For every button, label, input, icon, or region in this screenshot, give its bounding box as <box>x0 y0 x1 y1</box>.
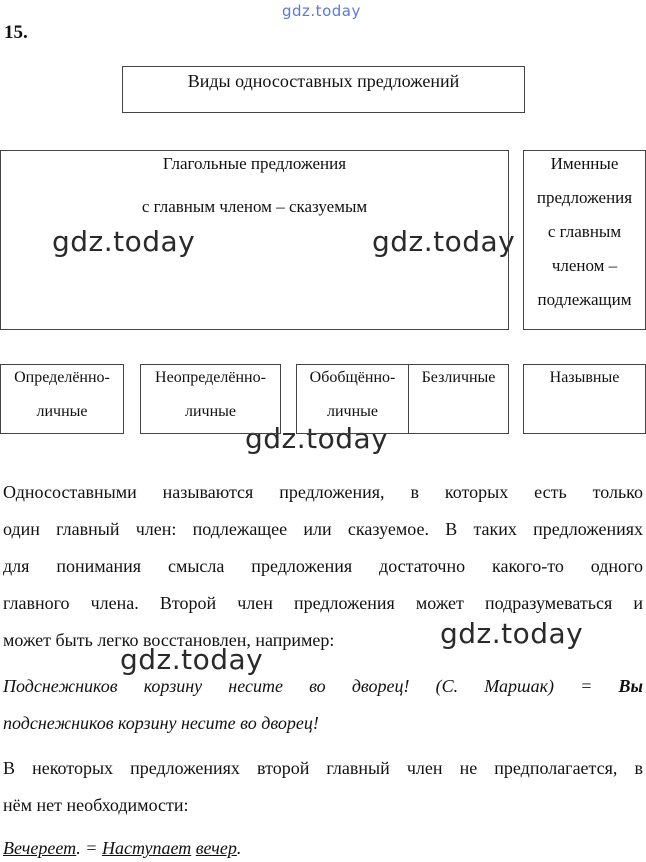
type-label-line2: личные <box>326 403 378 420</box>
text-line: может быть легко восстановлен, например: <box>3 630 335 650</box>
type-label-line1: Неопределённо- <box>155 369 266 386</box>
example-line <box>3 668 643 705</box>
example-two <box>3 838 241 859</box>
diagram-title-box <box>122 66 525 113</box>
example-separator: . = <box>76 838 102 858</box>
watermark-top: gdz.today <box>282 2 361 20</box>
type-box-indefinite <box>140 364 281 434</box>
example-word-underlined: Вечереет <box>3 838 77 858</box>
example-word-underlined: Наступает <box>101 838 192 858</box>
text-line: В некоторых предложениях второй главный член не предполагается, в <box>3 758 643 778</box>
watermark: gdz.today <box>120 643 264 676</box>
example-one <box>3 668 643 742</box>
nominal-line: членом – <box>551 256 618 275</box>
text-line: нём нет необходимости: <box>3 795 189 815</box>
watermark: gdz.today <box>440 617 584 650</box>
example-end: . <box>236 838 242 858</box>
type-label-line2: личные <box>184 403 236 420</box>
example-text: Подснежников корзину несите во дворец! (С. Маршак) = <box>3 676 593 696</box>
type-box-nominative <box>523 364 646 434</box>
diagram-title: Виды односоставных предложений <box>187 71 460 91</box>
watermark: gdz.today <box>52 225 196 258</box>
watermark: gdz.today <box>245 422 389 455</box>
type-label-line1: Назывные <box>549 369 620 386</box>
text-line: для понимания смысла предложения достаточно какого-то одного <box>3 556 643 576</box>
example-line: подснежников корзину несите во дворец! <box>3 713 319 733</box>
type-box-definite <box>0 364 124 434</box>
watermark: gdz.today <box>372 225 516 258</box>
exercise-number: 15. <box>4 22 28 43</box>
paragraph-definition <box>3 474 643 659</box>
type-label-line1: Безличные <box>421 369 496 386</box>
paragraph-no-second-member <box>3 750 643 824</box>
text-line: один главный член: подлежащее или сказуемое. В таких предложениях <box>3 519 643 539</box>
nominal-line: подлежащим <box>537 290 632 309</box>
text-line: Односоставными называются предложения, в которых есть только <box>3 482 643 502</box>
type-box-generalized <box>296 364 409 434</box>
example-pronoun: Вы <box>618 676 643 696</box>
example-word-underlined: вечер <box>195 838 237 858</box>
nominal-line: предложения <box>536 188 633 207</box>
nominal-line: Именные <box>550 154 619 173</box>
verbal-title-line2: с главным членом – сказуемым <box>141 197 368 216</box>
type-box-impersonal <box>408 364 509 434</box>
text-line: главного члена. Второй член предложения может подразумеваться и <box>3 593 643 613</box>
type-label-line1: Определённо- <box>14 369 110 386</box>
verbal-title-line1: Глагольные предложения <box>162 154 347 173</box>
type-label-line2: личные <box>36 403 88 420</box>
verbal-sentences-box <box>0 150 509 330</box>
nominal-line: с главным <box>547 222 622 241</box>
type-label-line1: Обобщённо- <box>309 369 396 386</box>
nominal-sentences-box <box>523 150 646 330</box>
